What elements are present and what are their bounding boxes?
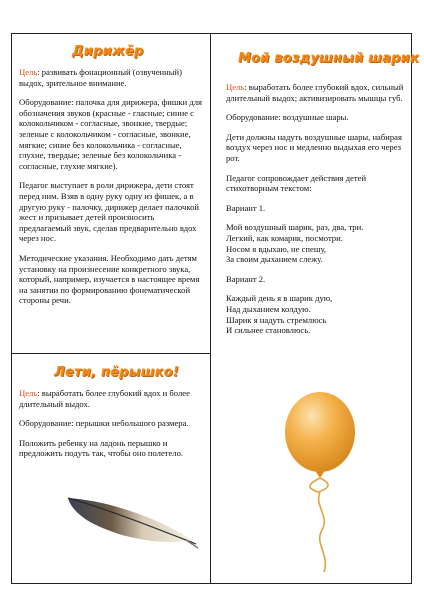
poem-line: Легкий, как комарик, посмотри. xyxy=(226,232,343,243)
dirizher-title: Дирижёр xyxy=(72,44,144,59)
variant2-poem xyxy=(226,293,406,335)
poem-line: Шарик я надуть стремлюсь xyxy=(226,314,327,325)
dirizher-method: Методические указания. Необходимо дать детям установку на произнесение конкретного звука, который, например, изучается в настоящее время на занятии по формированию фонематической стороны речи. xyxy=(19,252,200,306)
dirizher-equipment: Оборудование: палочка для дирижера, фишки для обозначения звуков (красные - гласные; синие с колокольчиком - согласные, звонкие, твердые; зеленые с колокольчиком - согласные, звонкие, мягкие; синие без колокольчика - согласные, глухие, твердые; зеленые без колокольчика - согласные, глухие мягкие). xyxy=(19,97,202,171)
dirizher-goal xyxy=(19,67,205,88)
goal-label: Цель xyxy=(19,67,38,77)
variant1-label: Вариант 1. xyxy=(226,202,266,213)
goal-label: Цель xyxy=(19,388,38,398)
poem-line: За своим дыханием слежу. xyxy=(226,254,323,265)
goal-text: : выработать более глубокий вдох и более длительный выдох. xyxy=(19,388,190,409)
poem-line: И сильнее становлюсь. xyxy=(226,325,311,336)
variant1-poem xyxy=(226,222,406,264)
shar-goal xyxy=(226,82,406,103)
shar-equipment: Оборудование: воздушные шары. xyxy=(226,112,349,123)
section-divider xyxy=(11,353,211,354)
dirizher-teacher: Педагог выступает в роли дирижера, дети стоят перед ним. Взяв в одну руку одну из фишек, а в другую руку - палочку, дирижер делает палочкой жест и призывает детей произносить предлагаемый звук, сделав предварительно вдох через нос. xyxy=(19,180,199,244)
pyoryshko-equipment: Оборудование: перышки небольшого размера. xyxy=(19,418,189,429)
dirizher-section xyxy=(19,67,205,315)
balloon-image xyxy=(270,388,370,578)
poem-line: Мой воздушный шарик, раз, два, три. xyxy=(226,222,364,233)
poem-line: Каждый день я в шарик дую, xyxy=(226,293,333,304)
column-divider xyxy=(210,33,211,584)
feather-image xyxy=(60,488,200,558)
shar-teacher: Педагог сопровождает действия детей стихотворным текстом: xyxy=(226,172,367,194)
goal-text: : выработать более глубокий вдох, сильный длительный выдох; активизировать мышцы губ. xyxy=(226,82,404,103)
shar-children: Дети должны надуть воздушные шары, набирая воздух через нос и медленно выдыхая его через рот. xyxy=(226,131,402,163)
poem-line: Над дыханием колдую. xyxy=(226,303,311,314)
goal-label: Цель xyxy=(226,82,245,92)
pyoryshko-goal xyxy=(19,388,205,409)
variant2-label: Вариант 2. xyxy=(226,273,266,284)
goal-text: : развивать фонационный (озвученный) выдох, зрительное внимание. xyxy=(19,67,182,88)
shar-title: Мой воздушный шарик xyxy=(238,51,419,66)
pyoryshko-section xyxy=(19,388,205,468)
pyoryshko-title: Лети, пёрышко! xyxy=(54,365,179,380)
poem-line: Носом я вдыхаю, не спешу, xyxy=(226,243,327,254)
shar-section xyxy=(226,82,406,336)
pyoryshko-instruction: Положить ребенку на ладонь перышко и предложить подуть так, чтобы оно полетело. xyxy=(19,437,184,459)
